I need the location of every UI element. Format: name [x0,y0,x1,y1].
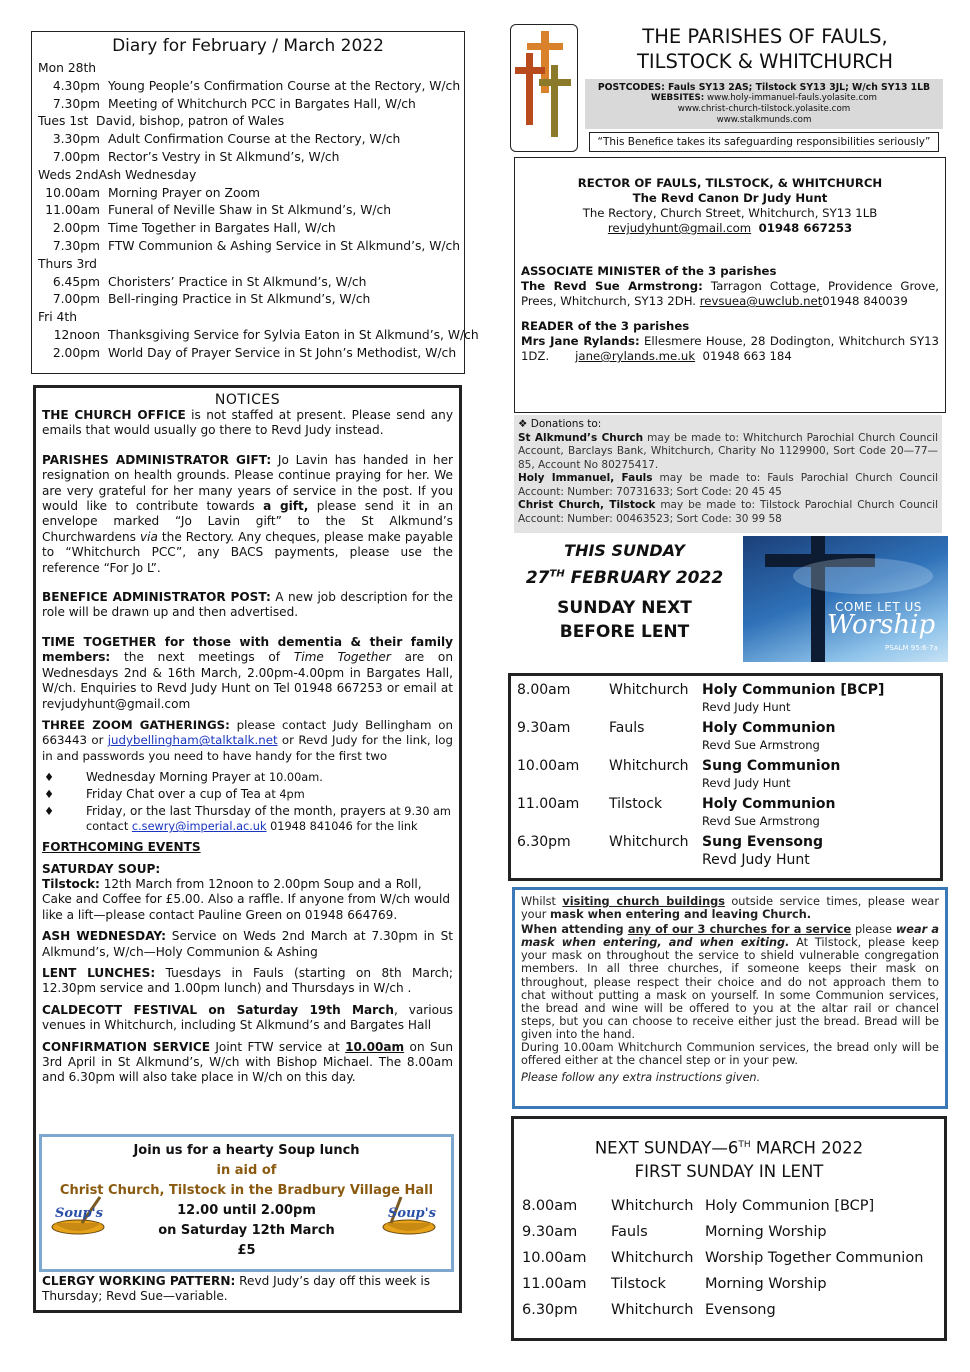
service-time: 10.00am [517,758,580,774]
mask-para-2: When attending any of our 3 churches for a service please wear a mask when entering, and when exiting. At Tilstock, please keep your mask on throughout the service to shield vulnerable congregation members. In all three churches, if someone keeps their mask on throughout, please respect their choice and do not approach them to chat without putting a mask on yourself. In some Communion services, the bread and wine will be offered to you at the altar rail or chancel steps, but you can choose to receive either just the bread. Bread will be given into the hand. [521,923,940,1041]
parish-title [585,24,945,78]
service-name: Worship Together Communion [705,1250,924,1266]
svg-text:Soup's: Soup's [55,1206,103,1221]
zoom-list [42,770,453,834]
diary-entry [38,256,458,274]
soup-line-4: 12.00 until 2.00pm [177,1203,316,1218]
notice-ash-wednesday: ASH WEDNESDAY: Service on Weds 2nd March at 7.30pm in St Alkmund’s, W/ch—Holy Communion & Ashing [42,929,453,959]
soup-bowl-logo-right [377,1193,441,1237]
service-place: Whitchurch [609,758,689,774]
notice-lent-lunches: LENT LUNCHES: Tuesdays in Fauls (starting on 8th March; 12.30pm service and 1.00pm lunch) and Thursdays in W/ch . [42,965,453,996]
service-time: 9.30am [517,720,571,736]
soup-line-3: Christ Church, Tilstock in the Bradbury Village Hall [59,1183,434,1198]
notice-zoom-gatherings: THREE ZOOM GATHERINGS: please contact Judy Bellingham on 663443 or judybellingham@talktalk.net or Revd Judy for the link, log in and passwords you need to have handy for the first two [42,717,453,763]
service-time: 10.00am [522,1250,587,1266]
soup-bowl-logo-left [48,1193,112,1237]
diary-time: 4.30pm [52,78,100,93]
reader-heading: READER of the 3 parishes [521,319,690,333]
diamond-bullet-icon: ♦ [44,771,55,785]
diary-day: Mon 28th [38,61,97,75]
notice-benefice-administrator: BENEFICE ADMINISTRATOR POST: A new job description for the role will be drawn up and then advertised. [42,590,453,620]
diary-entry [38,309,458,327]
diary-time: 2.00pm [52,345,100,360]
service-place: Fauls [609,720,645,736]
mask-para-4: Please follow any extra instructions given. [521,1071,761,1085]
donation-st-alkmunds: St Alkmund’s Church may be made to: Whitchurch Parochial Church Council Account, Barclays Bank, Whitchurch, Charity No 1129900, Sort Code 20—77—85, Account No 80275417. [518,431,938,471]
rector-address: The Rectory, Church Street, Whitchurch, SY13 1LB [582,206,878,220]
service-time: 8.00am [522,1198,578,1214]
diary-time: 12noon [53,327,100,342]
diary-entry [38,274,458,292]
diary-event: Rector’s Vestry in St Alkmund’s, W/ch [108,149,340,164]
worship-line-2: Worship [827,610,936,640]
diary-entry [38,238,461,256]
service-minister: Revd Sue Armstrong [702,738,820,752]
service-name: Evensong [705,1302,776,1318]
diary-entry [38,202,458,220]
service-time: 11.00am [517,796,580,812]
notices-title: NOTICES [214,392,281,408]
service-row [511,720,940,756]
diary-time: 2.00pm [52,221,100,236]
notice-church-office: THE CHURCH OFFICE is not staffed at present. Please send any emails that would usually go there to Revd Judy instead. [42,408,453,438]
notice-clergy-working-pattern: CLERGY WORKING PATTERN: Revd Judy’s day off this week is Thursday; Revd Sue—variable. [42,1274,431,1304]
service-place: Whitchurch [609,834,689,850]
zoom-list-item: ♦ Friday, or the last Thursday of the month, prayers at 9.30 am contact c.sewry@imperial.ac.uk 01948 841046 for the link [44,804,451,834]
parish-cross-logo [510,24,578,152]
diary-event: FTW Communion & Ashing Service in St Alkmund’s, W/ch [108,238,461,253]
diary-day: Fri 4th [38,310,77,325]
diary-event: Choristers’ Practice in St Alkmund’s, W/ch [108,274,367,289]
safeguarding-statement: “This Benefice takes its safeguarding responsibilities seriously” [589,132,939,152]
service-name: Sung Evensong [702,834,824,850]
diary-event: David, bishop, patron of Wales [96,114,285,129]
zoom-email-link[interactable]: judybellingham@talktalk.net [107,733,278,748]
diary-entry [38,167,458,185]
diary-day: Thurs 3rd [38,256,97,271]
postcodes-websites [585,79,943,129]
diary-entry [38,60,458,78]
this-sunday-services [508,673,943,881]
next-sunday-heading: NEXT SUNDAY—6TH MARCH 2022 FIRST SUNDAY IN LENT [594,1138,864,1181]
diary-time: 11.00am [45,203,100,218]
associate-heading: ASSOCIATE MINISTER of the 3 parishes [521,264,777,278]
diamond-bullet-icon: ♦ [44,805,55,819]
diary-event: Adult Confirmation Course at the Rectory, W/ch [108,132,401,147]
notice-time-together: TIME TOGETHER for those with dementia & their family members: the next meetings of Time Together are on Wednesdays 2nd & 16th March, 2.00pm-4.00pm in Bargates Hall, W/ch. Enquiries to Revd Judy Hunt on Tel 01948 667253 or email at revjudyhunt@gmail.com [42,634,453,711]
postcodes: POSTCODES: Fauls SY13 2AS; Tilstock SY13 3JL; W/ch SY13 1LB [597,82,931,93]
donations-heading: ❖ Donations to: [518,418,602,430]
service-time: 8.00am [517,682,571,698]
service-name: Morning Worship [705,1224,827,1240]
service-name: Holy Communion [702,720,836,736]
websites-label: WEBSITES: [651,93,705,103]
diary-entry [38,113,458,131]
service-place: Whitchurch [611,1198,694,1214]
notice-saturday-soup: SATURDAY SOUP: Tilstock: 12th March from 12noon to 2.00pm Soup and a Roll, Cake and Coffee for £5.00. Also a raffle. If anyone from W/ch would like a lift—please contact Pauline Green on 01948 664769. [42,861,451,922]
service-row [511,758,940,794]
associate-details: The Revd Sue Armstrong: Tarragon Cottage, Providence Grove, Prees, Whitchurch, SY13 2DH. revsuea@uwclub.net01948 840039 [521,279,939,308]
service-name: Morning Worship [705,1276,827,1292]
zoom-list-item: ♦ Friday Chat over a cup of Tea at 4pm [44,787,305,802]
service-place: Tilstock [611,1276,666,1292]
service-place: Whitchurch [609,682,689,698]
soup-line-1: Join us for a hearty Soup lunch [133,1143,360,1158]
diary-event: Morning Prayer on Zoom [108,185,260,200]
this-sunday-name-2: BEFORE LENT [559,622,690,642]
notices-panel [33,385,462,1313]
service-name: Holy Communion [702,796,836,812]
rector-email[interactable]: revjudyhunt@gmail.com [607,221,752,235]
mask-guidance [512,887,948,1109]
donation-christ-church: Christ Church, Tilstock may be made to: Tilstock Parochial Church Council Account: Number: 00463523; Sort Code: 30 99 58 [518,499,938,525]
diamond-bullet-icon: ♦ [44,788,55,802]
service-time: 11.00am [522,1276,587,1292]
diary-event: World Day of Prayer Service in St John’s Methodist, W/ch [108,345,457,360]
diary-event: Meeting of Whitchurch PCC in Bargates Hall, W/ch [108,96,416,111]
notice-caldecott-festival: CALDECOTT FESTIVAL on Saturday 19th March, various venues in Whitchurch, including St Alkmund’s and Bargates Hall [42,1002,453,1033]
clergy-contacts [514,157,946,413]
diary-entry [38,327,479,345]
next-sunday-services [511,1116,947,1341]
this-sunday-label: THIS SUNDAY [564,541,685,560]
diary-time: 3.30pm [52,132,100,147]
diary-time: 10.00am [45,185,100,200]
service-row [511,682,940,718]
diary-day: Tues 1st [38,114,89,129]
donation-holy-immanuel: Holy Immanuel, Fauls may be made to: Fauls Parochial Church Council Account: Number: 70731633; Sort Code: 20 45 45 [518,472,938,498]
service-row [511,834,940,870]
soup-line-2: in aid of [216,1163,277,1178]
donations-panel [514,415,942,533]
diary-panel [31,31,479,374]
service-minister: Revd Judy Hunt [702,852,810,868]
worship-psalm: PSALM 95:6-7a [885,644,938,652]
service-name: Holy Communion [BCP] [702,682,885,698]
this-sunday-heading [512,539,737,659]
diary-entry [38,185,458,203]
diary-entry [38,291,458,309]
svg-text:Soup's: Soup's [388,1206,436,1221]
diary-event: Time Together in Bargates Hall, W/ch [108,221,336,236]
service-row [511,796,940,832]
service-minister: Revd Judy Hunt [702,700,791,714]
forthcoming-heading: FORTHCOMING EVENTS [42,840,201,855]
diary-event: Young People’s Confirmation Course at the Rectory, W/ch [108,78,461,93]
diary-time: 7.30pm [52,238,100,253]
prayers-email-link[interactable]: c.sewry@imperial.ac.uk [131,820,267,834]
title-line-1: THE PARISHES OF FAULS, [642,25,888,48]
diary-time: 7.00pm [52,292,100,307]
diary-list [38,60,479,363]
associate-email[interactable]: revsuea@uwclub.net [699,294,823,308]
service-place: Whitchurch [611,1302,694,1318]
rector-name: The Revd Canon Dr Judy Hunt [632,191,828,205]
website-tilstock[interactable]: www.christ-church-tilstock.yolasite.com [677,104,851,114]
diary-event: Funeral of Neville Shaw in St Alkmund’s, W/ch [108,203,392,218]
diary-time: 7.00pm [52,149,100,164]
service-place: Whitchurch [611,1250,694,1266]
service-minister: Revd Judy Hunt [702,776,791,790]
diary-entry [38,96,458,114]
reader-email[interactable]: jane@rylands.me.uk [575,349,696,363]
service-time: 9.30am [522,1224,578,1240]
worship-line-1: COME LET US [835,600,922,614]
title-line-2: TILSTOCK & WHITCHURCH [636,50,894,73]
website-whitchurch[interactable]: www.stalkmunds.com [716,115,812,125]
notice-confirmation-service: CONFIRMATION SERVICE Joint FTW service at 10.00am on Sun 3rd April in St Alkmund’s, W/ch with Bishop Michael. The 8.00am and 6.30pm will also take place in W/ch on this day. [42,1039,453,1085]
worship-image [743,536,948,662]
diary-time: 7.30pm [52,96,100,111]
service-time: 6.30pm [517,834,571,850]
soup-line-6: £5 [237,1243,256,1258]
rector-heading: RECTOR OF FAULS, TILSTOCK, & WHITCHURCH [577,176,883,190]
crosses-icon [511,25,577,151]
diary-event: Ash Wednesday [98,167,197,182]
website-fauls[interactable]: www.holy-immanuel-fauls.yolasite.com [707,93,877,103]
soup-lunch-box [39,1134,454,1272]
diary-entry [38,220,458,238]
mask-para-1: Whilst visiting church buildings outside service times, please wear your mask when entering and leaving Church. [521,895,939,922]
diary-time: 6.45pm [52,274,100,289]
service-name: Holy Communion [BCP] [705,1198,875,1214]
service-place: Fauls [611,1224,648,1240]
zoom-list-item: ♦ Wednesday Morning Prayer at 10.00am. [44,770,323,785]
diary-day: Weds 2nd [38,167,99,182]
diary-entry [38,345,458,363]
service-time: 6.30pm [522,1302,578,1318]
notice-administrator-gift: PARISHES ADMINISTRATOR GIFT: Jo Lavin has handed in her resignation on health grounds. Please continue praying for her. We are very grateful for her many years of service in the post. If you would like to contribute towards a gift, please send it in an envelope marked “Jo Lavin gift” to the St Alkmund’s Churchwardens via the Rectory. Any cheques, please make payable to “Whitchurch PCC”, any BACS payments, please use the reference “For Jo L”. [42,452,454,575]
this-sunday-name-1: SUNDAY NEXT [557,598,692,618]
diary-event: Bell-ringing Practice in St Alkmund’s, W/ch [108,292,371,307]
service-minister: Revd Sue Armstrong [702,814,820,828]
this-sunday-date: 27TH FEBRUARY 2022 [525,568,724,588]
diary-entry [38,131,458,149]
mask-para-3: During 10.00am Whitchurch Communion services, the bread only will be offered either at the chancel step or in your pew. [521,1041,939,1068]
service-name: Sung Communion [702,758,841,774]
rector-phone: 01948 667253 [758,221,853,235]
soup-line-5: on Saturday 12th March [158,1223,335,1238]
diary-entry [38,149,458,167]
service-place: Tilstock [609,796,663,812]
diary-entry [38,78,461,96]
diary-title: Diary for February / March 2022 [112,36,384,56]
rector-contact [521,221,939,236]
diary-event: Thanksgiving Service for Sylvia Eaton in St Alkmund’s, W/ch [108,327,479,342]
reader-details: Mrs Jane Rylands: Ellesmere House, 28 Dodington, Whitchurch SY13 1DZ. jane@rylands.me.uk 01948 663 184 [521,334,939,363]
